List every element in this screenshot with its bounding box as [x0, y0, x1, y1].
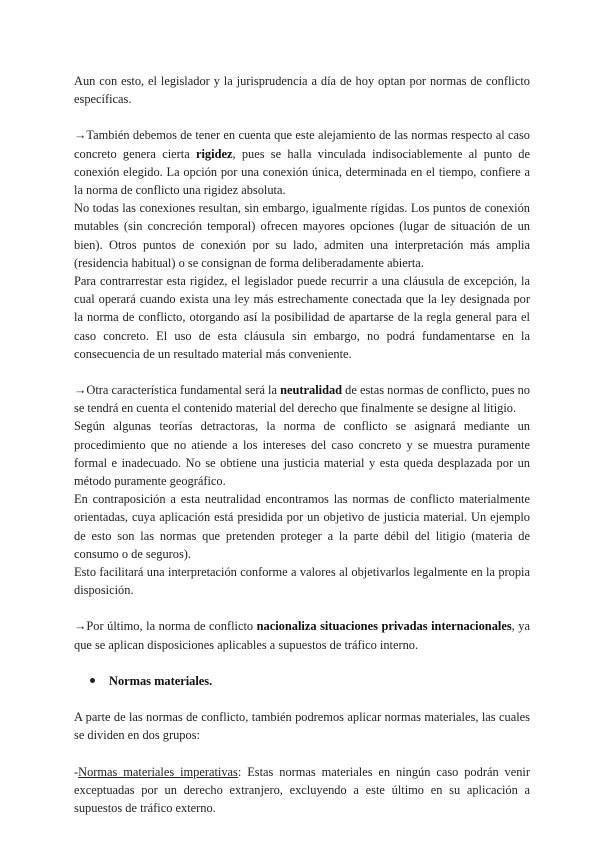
paragraph-1: Aun con esto, el legislador y la jurisprudencia a día de hoy optan por normas de conflicto específicas. [74, 74, 530, 107]
paragraph-interpretacion: Esto facilitará una interpretación conforme a valores al objetivarlos legalmente en la propia disposición. [74, 565, 530, 598]
paragraph-imperativas [74, 763, 530, 818]
bullet-dot-icon [90, 678, 95, 683]
text: →Por último, la norma de conflicto [74, 619, 257, 634]
text: de estas normas de conflicto, pues no se tendrá en cuenta el contenido material del derecho que finalmente se designe al litigio. [74, 383, 531, 416]
bullet-heading [90, 672, 530, 690]
paragraph-clausula-excepcion: Para contrarrestar esta rigidez, el legislador puede recurrir a una cláusula de excepción, la cual operará cuando exista una ley más estrechamente conectada que la ley designada por la norma de conflicto, otorgando así la posibilidad de apartarse de la regla general para el caso concreto. El uso de esta cláusula sin embargo, no podrá fundamentarse en la consecuencia de un resultado material más conveniente. [74, 274, 530, 361]
bold-term-neutralidad: neutralidad [280, 383, 343, 398]
text: →También debemos de tener en cuenta que este alejamiento de las normas respecto al caso concreto genera cierta [74, 128, 530, 161]
paragraph-rigidez [74, 126, 530, 199]
text: →Otra característica fundamental será la [74, 383, 281, 398]
underlined-term-imperativas: Normas materiales imperativas [78, 764, 238, 779]
bold-term-nacionaliza: nacionaliza situaciones privadas internacionales [256, 619, 512, 634]
text: - [74, 764, 79, 779]
paragraph-teorias: Según algunas teorías detractoras, la norma de conflicto se asignará mediante un procedimiento que no atiende a los intereses del caso concreto y se muestra puramente formal e inadecuado. No se obtiene una justicia material y esta queda desplazada por un método puramente geográfico. [74, 419, 530, 489]
bold-term-rigidez: rigidez [195, 146, 233, 161]
text: , ya que se aplican disposiciones aplicables a supuestos de tráfico interno. [74, 619, 530, 652]
heading-normas-materiales: Normas materiales. [109, 673, 213, 688]
text: : Estas normas materiales en ningún caso podrán venir exceptuadas por un derecho extranjero, excluyendo a este último en su aplicación a supuestos de tráfico externo. [74, 764, 530, 815]
document-body [74, 72, 530, 817]
paragraph-neutralidad [74, 381, 530, 417]
paragraph-conexiones: No todas las conexiones resultan, sin embargo, igualmente rígidas. Los puntos de conexión mutables (sin concreción temporal) ofrecen mayores opciones (lugar de situación de un bien). Otros puntos de conexión por su lado, admiten una interpretación más amplia (residencia habitual) o se consignan de forma deliberadamente abierta. [74, 201, 530, 270]
paragraph-normas-materiales: A parte de las normas de conflicto, también podremos aplicar normas materiales, las cuales se dividen en dos grupos: [74, 710, 530, 743]
paragraph-nacionaliza [74, 617, 530, 653]
text: , pues se halla vinculada indisociablemente al punto de conexión elegido. La opción por una conexión única, determinada en el tiempo, confiere a la norma de conflicto una rigidez absoluta. [74, 146, 530, 198]
paragraph-contraposicion: En contraposición a esta neutralidad encontramos las normas de conflicto materialmente orientadas, cuya aplicación está presidida por un objetivo de justicia material. Un ejemplo de esto son las normas que pretenden proteger a la parte débil del litigio (materia de consumo o de seguros). [74, 492, 530, 561]
